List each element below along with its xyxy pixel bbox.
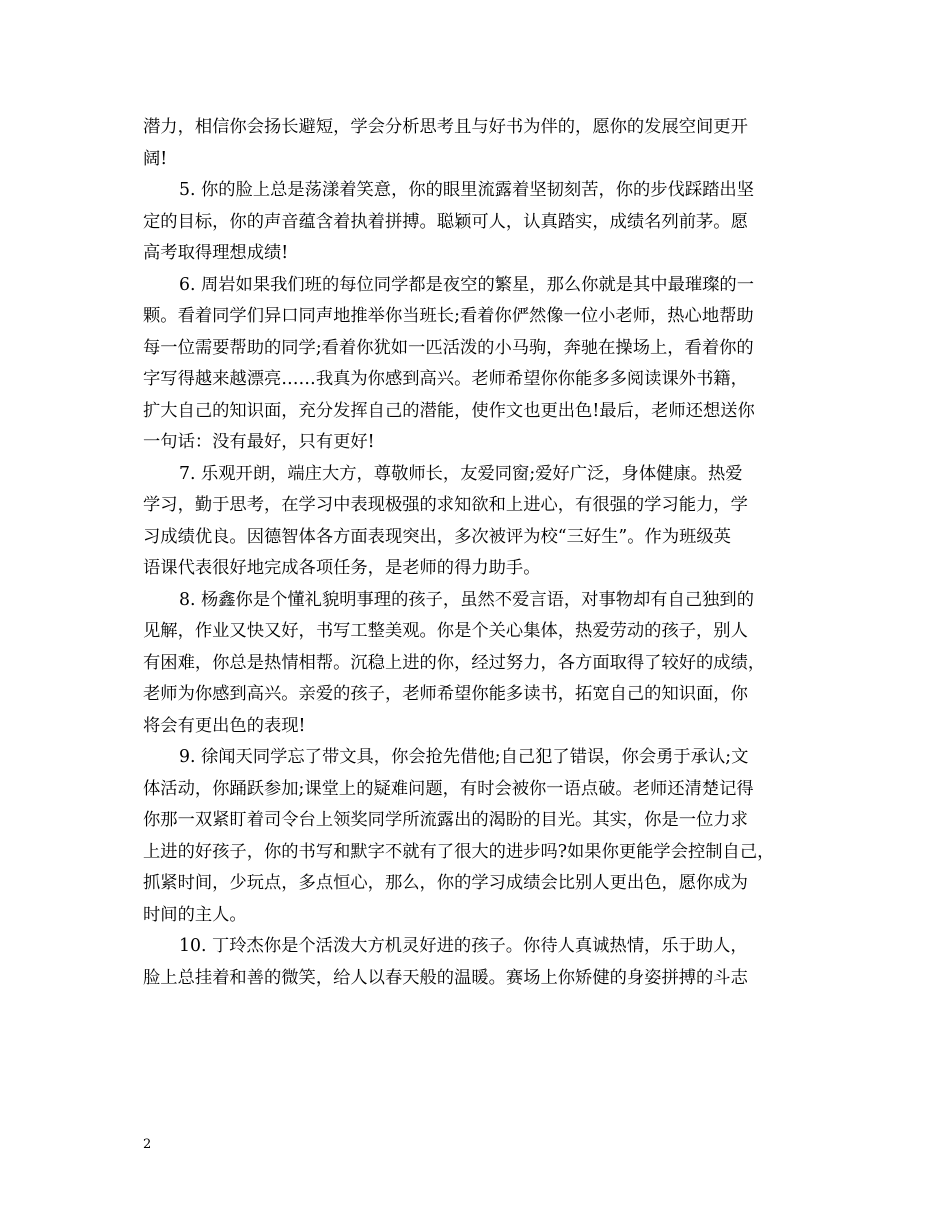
text-line: 学习，勤于思考，在学习中表现极强的求知欲和上进心，有很强的学习能力，学 — [143, 495, 748, 515]
text-line: 10. 丁玲杰你是个活泼大方机灵好进的孩子。你待人真诚热情，乐于助人， — [179, 936, 748, 956]
text-line: 潜力，相信你会扬长避短，学会分析思考且与好书为伴的，愿你的发展空间更开 — [143, 117, 748, 137]
text-line: 习成绩优良。因德智体各方面表现突出，多次被评为校“三好生”。作为班级英 — [143, 526, 731, 547]
page-number: 2 — [143, 1137, 152, 1152]
text-line: 8. 杨鑫你是个懂礼貌明事理的孩子，虽然不爱言语，对事物却有自己独到的 — [179, 589, 754, 610]
text-line: 7. 乐观开朗，端庄大方，尊敬师长，友爱同窗;爱好广泛，身体健康。热爱 — [179, 463, 743, 484]
paragraph-item-10 — [143, 931, 811, 994]
text-line: 颗。看着同学们异口同声地推举你当班长;看着你俨然像一位小老师，热心地帮助 — [143, 306, 754, 326]
text-line: 有困难，你总是热情相帮。沉稳上进的你，经过努力，各方面取得了较好的成绩， — [143, 652, 766, 673]
text-line: 5. 你的脸上总是荡漾着笑意，你的眼里流露着坚韧刻苦，你的步伐踩踏出坚 — [179, 180, 754, 200]
text-line: 阔! — [143, 148, 168, 169]
text-line: 定的目标，你的声音蕴含着执着拼搏。聪颖可人，认真踏实，成绩名列前茅。愿 — [143, 211, 748, 232]
document-body — [143, 112, 811, 994]
text-line: 上进的好孩子，你的书写和默字不就有了很大的进步吗?如果你更能学会控制自己， — [143, 841, 775, 862]
text-line: 每一位需要帮助的同学;看着你犹如一匹活泼的小马驹，奔驰在操场上，看着你的 — [143, 337, 754, 358]
text-line: 高考取得理想成绩! — [143, 243, 289, 263]
text-line: 时间的主人。 — [143, 904, 247, 925]
text-line: 扩大自己的知识面，充分发挥自己的潜能，使作文也更出色!最后，老师还想送你 — [143, 400, 755, 421]
text-line: 6. 周岩如果我们班的每位同学都是夜空的繁星，那么你就是其中最璀璨的一 — [179, 274, 754, 295]
paragraph-item-7 — [143, 459, 811, 585]
paragraph-item-5 — [143, 175, 811, 270]
text-line: 体活动，你踊跃参加;课堂上的疑难问题，有时会被你一语点破。老师还清楚记得 — [143, 778, 754, 799]
text-line: 9. 徐闻天同学忘了带文具，你会抢先借他;自己犯了错误，你会勇于承认;文 — [179, 747, 749, 767]
text-line: 见解，作业又快又好，书写工整美观。你是个关心集体，热爱劳动的孩子，别人 — [143, 621, 748, 641]
text-line: 字写得越来越漂亮……我真为你感到高兴。老师希望你你能多多阅读课外书籍， — [143, 369, 748, 389]
text-line: 将会有更出色的表现! — [143, 715, 306, 736]
text-line: 一句话：没有最好，只有更好! — [143, 432, 375, 452]
paragraph-item-9 — [143, 742, 811, 931]
text-line: 语课代表很好地完成各项任务，是老师的得力助手。 — [143, 558, 541, 578]
paragraph-item-8 — [143, 585, 811, 743]
text-line: 你那一双紧盯着司令台上领奖同学所流露出的渴盼的目光。其实，你是一位力求 — [143, 810, 748, 830]
paragraph-item-6 — [143, 270, 811, 459]
text-line: 抓紧时间，少玩点，多点恒心，那么，你的学习成绩会比别人更出色，愿你成为 — [143, 873, 748, 893]
text-line: 老师为你感到高兴。亲爱的孩子，老师希望你能多读书，拓宽自己的知识面，你 — [143, 684, 748, 704]
paragraph-continuation — [143, 112, 811, 175]
text-line: 脸上总挂着和善的微笑，给人以春天般的温暖。赛场上你矫健的身姿拼搏的斗志 — [143, 967, 748, 988]
